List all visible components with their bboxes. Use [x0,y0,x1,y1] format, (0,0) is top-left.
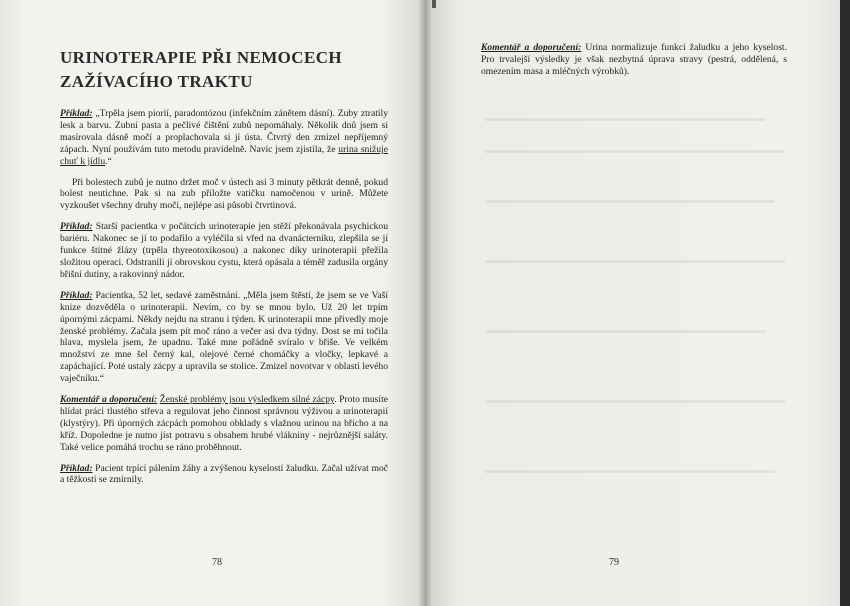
paragraph-text: Při bolestech zubů je nutno držet moč v ústech asi 3 minuty pětkrát denně, pokud bolest neutichne. Pak si na zub přiložte vatičku namočenou v urině. Můžete vyzkoušet všechny druhy močí, nejlépe asi působí čtvrtinová. [60,176,388,212]
paragraph-lead: Komentář a doporučení: [60,394,158,406]
paragraph-lead: Komentář a doporučení: [481,42,582,53]
page-number-left: 78 [212,557,222,568]
paragraph-text: Urina normalizuje funkci žaludku a jeho kyselost. Pro trvalejší výsledky je však nezbytná úprava stravy (pestrá, oddělená, s omezením masa a mléčných výrobků). [481,42,788,77]
background-edge [840,0,850,606]
underlined-phrase: urina snižuje chuť k jídlu [60,143,388,167]
paragraph-lead: Příklad: [60,462,93,474]
paragraph-tail: .“ [105,155,112,167]
paragraph-6 [60,463,388,487]
title-line-1: URINOTERAPIE PŘI NEMOCECH [60,48,343,67]
paragraph-right-1 [481,42,787,78]
spine-mark [432,0,436,8]
paragraph-text: Starší pacientka v počátcích urinoterapie jen stěží překonávala psychickou bariéru. Nakonec se jí to podařilo a vyléčila si vřed na dvanácterníku, zlepšila se jí funkce štítné žlázy (trpěla thyreotoxikosou) a nakonec díky urinoterapii přežila složitou operaci. Odstranili jí obrovskou cystu, která opásala a téměř zadusila orgány břišní dutiny, a rakovinný nádor. [60,221,388,280]
paragraph-1 [60,108,388,168]
left-text-column [60,108,388,495]
underlined-phrase: Ženské problémy jsou výsledkem silné zácpy [159,394,335,406]
page-number-right: 79 [609,557,619,568]
bleed-through-line [485,200,775,203]
bleed-through-line [485,260,785,263]
paragraph-text: Pacientka, 52 let, sedavé zaměstnání. „Měla jsem štěstí, že jsem se ve Vaší knize dozvěděla o urinoterapii. Nevím, co by se mnou bylo. Už 20 let trpím úpornými zácpami. Někdy nejdu na stranu i týden. K urinoterapii mne přivedly moje ženské problémy. Začala jsem pít moč ráno a večer asi dva týdny. Dost se mi točila hlava, myslela jsem, že upadnu. Také mne pořádně svíralo v břiše. Ve velkém množství ze mne šel černý kal, olejové černé chomáčky a vločky, lepkavé a zapáchající. Poté ustaly zácpy a upravila se stolice. Zmizel novotvar v oblasti levého vaječníku.“ [60,289,388,385]
bleed-through-line [485,330,765,333]
paragraph-3 [60,221,388,281]
title-line-2: ZAŽÍVACÍHO TRAKTU [60,72,253,91]
bleed-through-line [485,150,785,153]
paragraph-lead: Příklad: [60,108,93,119]
paragraph-lead: Příklad: [60,289,93,301]
paragraph-tail: . Proto musíte hlídat práci tlustého střeva a regulovat jeho činnost správnou výživou a urinoterapií (klystýry). Při úporných zácpách pomohou obklady s vlažnou urinou na břicho a na kříž. Dopoledne je nutno jíst potravu s obsahem hrubé vlákniny - nejrůznější saláty. Také velice pomáhá trochu se ráno proběhnout. [60,394,388,453]
right-page [425,0,840,606]
paragraph-text: „Trpěla jsem piorií, paradontózou (infekčním zánětem dásní). Zuby ztratily lesk a barvu. Zubní pasta a pečlivé čištění zubů nepomáhaly. Několik dnů jsem si masírovala dásně močí a proplachovala si jí ústa. Čtvrtý den zmizel nepříjemný zápach. Nyní používám tuto metodu pravidelně. Navíc jsem zjistila, že [60,108,388,155]
bleed-through-line [485,118,765,121]
paragraph-lead: Příklad: [60,221,93,233]
chapter-title [60,46,390,94]
paragraph-5 [60,394,388,454]
book-gutter [418,0,432,606]
bleed-through-line [485,400,785,403]
right-text-column [481,42,787,87]
paragraph-2 [60,177,388,213]
bleed-through-line [485,470,775,473]
paragraph-4 [60,290,388,385]
paragraph-text: Pacient trpící pálením žáhy a zvýšenou kyselostí žaludku. Začal užívat moč a těžkosti se zmírnily. [60,462,388,486]
